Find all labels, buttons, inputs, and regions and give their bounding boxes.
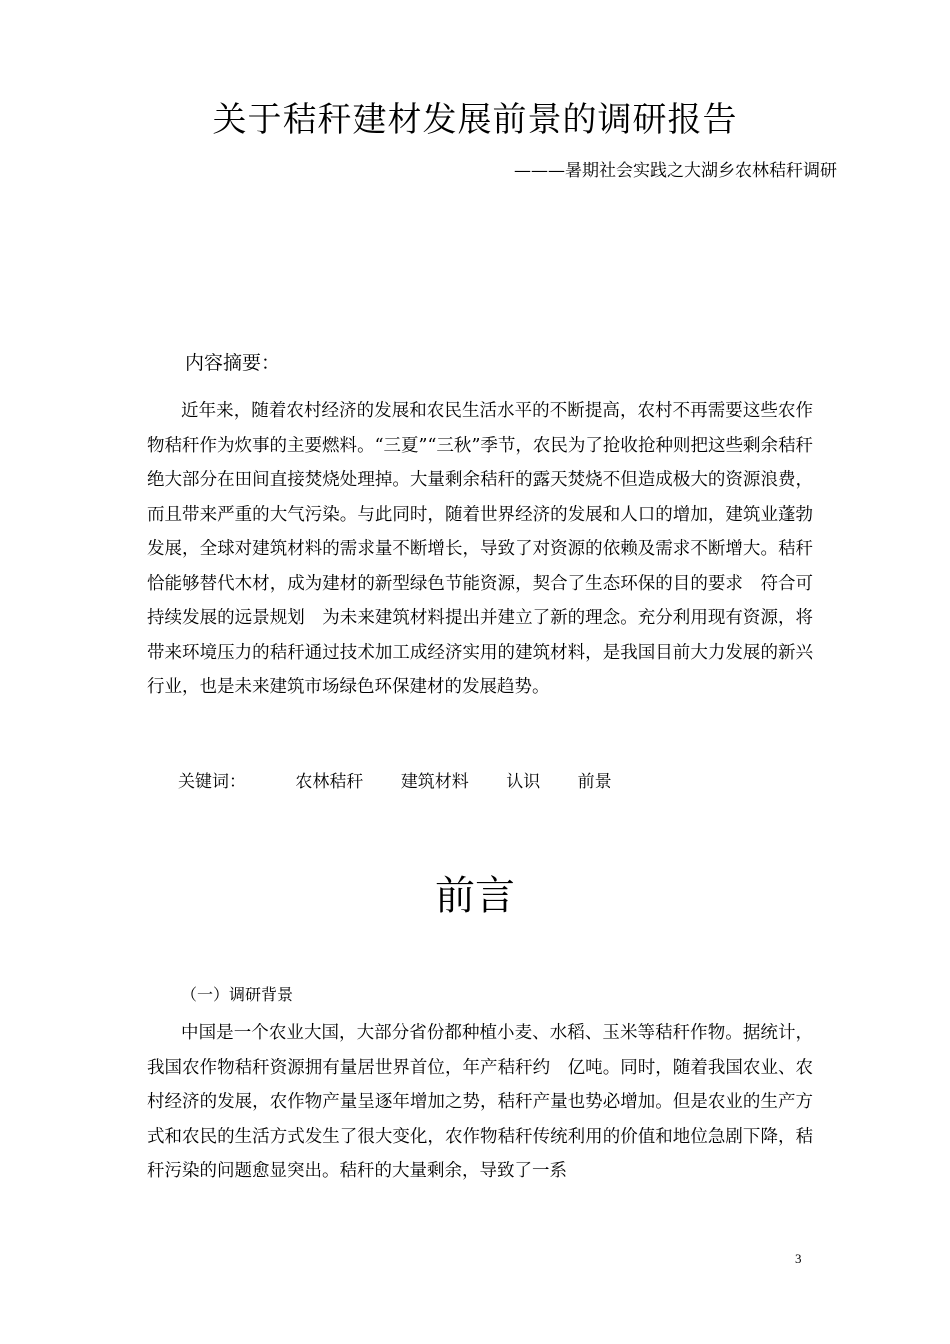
keyword-item: 建筑材料 [400, 772, 469, 792]
intro-paragraph [147, 1016, 813, 1189]
intro-text: 中国是一个农业大国，大部分省份都种植小麦、水稻、玉米等秸秆作物。据统计，我国农作物秸秆资源拥有量居世界首位，年产秸秆约 亿吨。同时，随着我国农业、农村经济的发展，农作物产量呈逐年增加之势，秸秆产量也势必增加。但是农业的生产方式和农民的生活方式发生了很大变化，农作物秸秆传统利用的价值和地位急剧下降，秸秆污染的问题愈显突出。秸秆的大量剩余，导致了一系 [147, 1023, 813, 1181]
abstract-paragraph [147, 394, 813, 705]
keyword-item: 认识 [506, 772, 541, 792]
abstract-heading: 内容摘要： [185, 352, 281, 374]
keywords-line [178, 767, 644, 797]
keyword-item: 前景 [577, 772, 612, 792]
section-title: 前言 [435, 873, 515, 919]
keywords-label: 关键词： [178, 772, 246, 792]
abstract-text: 近年来，随着农村经济的发展和农民生活水平的不断提高，农村不再需要这些农作物秸秆作为炊事的主要燃料。“三夏”“三秋”季节，农民为了抢收抢种则把这些剩余秸秆绝大部分在田间直接焚烧处理掉。大量剩余秸秆的露天焚烧不但造成极大的资源浪费，而且带来严重的大气污染。与此同时，随着世界经济的发展和人口的增加，建筑业蓬勃发展，全球对建筑材料的需求量不断增长，导致了对资源的依赖及需求不断增大。秸秆恰能够替代木材，成为建材的新型绿色节能资源，契合了生态环保的目的要求 符合可持续发展的远景规划 为未来建筑材料提出并建立了新的理念。充分利用现有资源，将带来环境压力的秸秆通过技术加工成经济实用的建筑材料，是我国目前大力发展的新兴行业，也是未来建筑市场绿色环保建材的发展趋势。 [147, 401, 813, 697]
page-number: 3 [795, 1251, 802, 1266]
document-subtitle: ———暑期社会实践之大湖乡农林秸秆调研 [514, 161, 837, 181]
keyword-item: 农林秸秆 [295, 772, 364, 792]
document-title: 关于秸秆建材发展前景的调研报告 [212, 100, 738, 140]
subsection-heading: （一）调研背景 [181, 985, 294, 1004]
